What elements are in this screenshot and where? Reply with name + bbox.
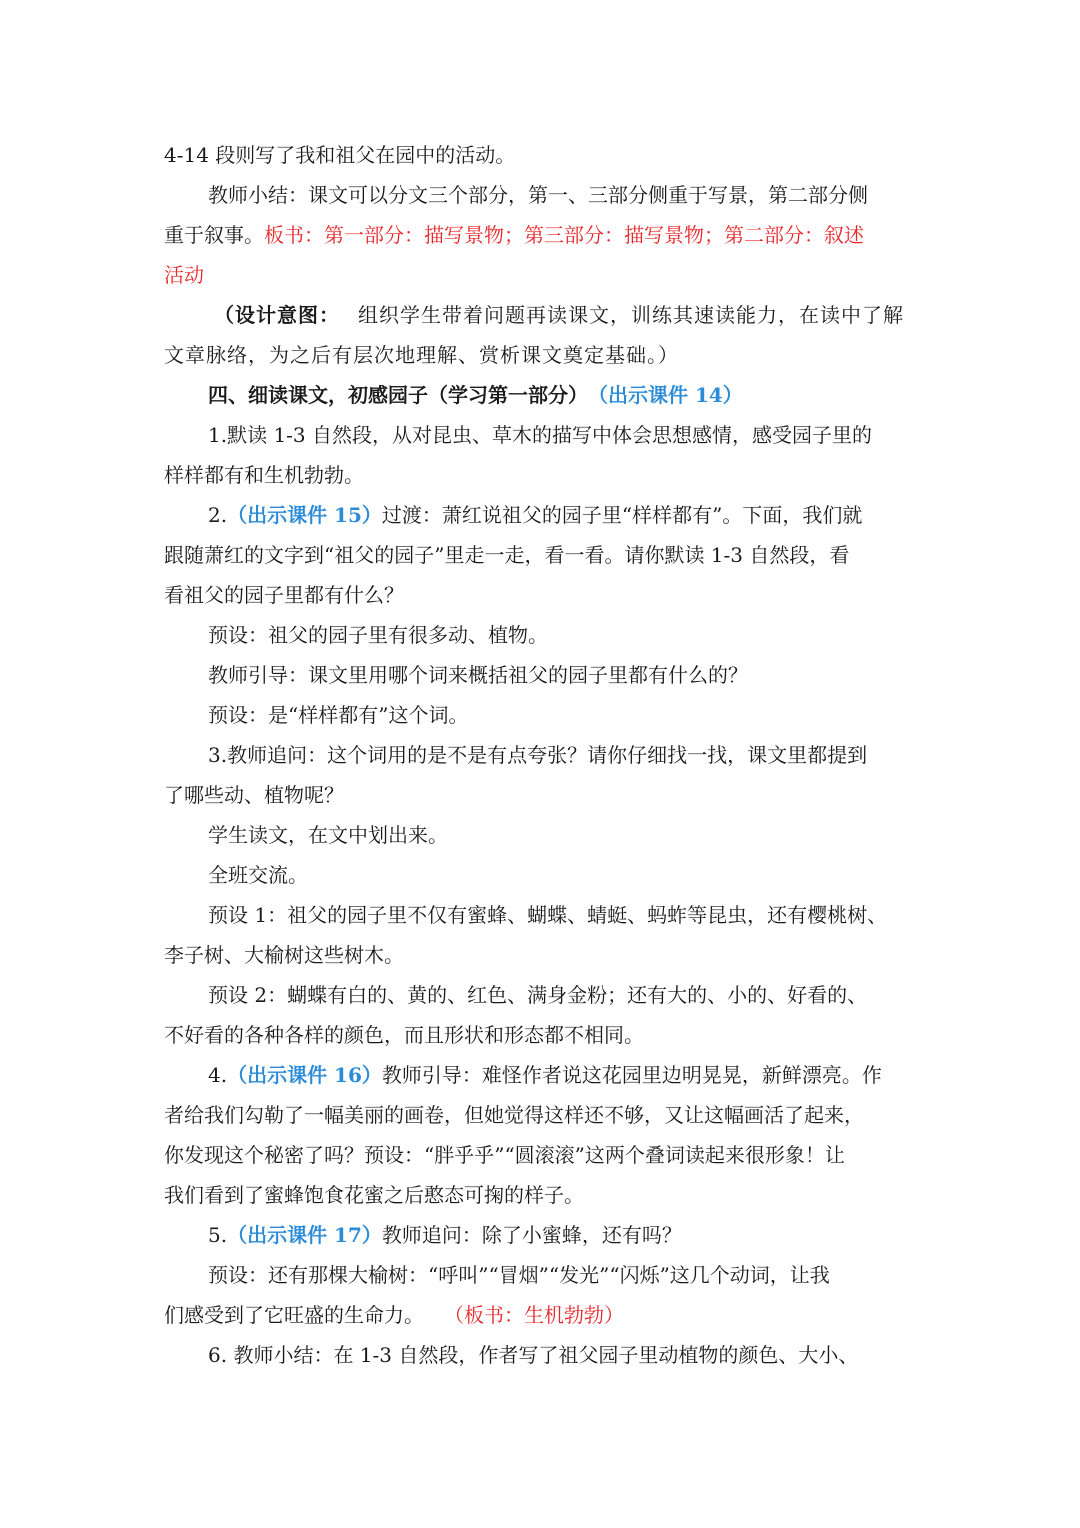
text-line [164,535,918,575]
text-line [164,655,918,695]
text-line [164,1255,918,1295]
paragraph-text: 看祖父的园子里都有什么？ [164,583,404,607]
design-intent-text: 文章脉络，为之后有层次地理解、赏析课文奠定基础。） [164,343,679,367]
slide-reference: （出示课件 16） [227,1063,382,1087]
text-line [164,255,918,295]
text-line [164,775,918,815]
item-number: 4. [208,1063,228,1087]
paragraph-text: 我们看到了蜜蜂饱食花蜜之后憨态可掬的样子。 [164,1183,584,1207]
text-line [164,935,918,975]
text-line [164,495,918,535]
paragraph-text: 不好看的各种各样的颜色，而且形状和形态都不相同。 [164,1023,644,1047]
paragraph-text: 重于叙事。 [164,223,264,247]
text-line [164,1055,918,1095]
paragraph-text: 预设 1：祖父的园子里不仅有蜜蜂、蝴蝶、蜻蜓、蚂蚱等昆虫，还有樱桃树、 [208,903,888,927]
slide-reference: （出示课件 15） [227,503,382,527]
paragraph-text: 预设：是“样样都有”这个词。 [208,703,469,727]
text-line [164,975,918,1015]
text-line [164,1295,918,1335]
paragraph-text: 1.默读 1-3 自然段，从对昆虫、草木的描写中体会思想感情，感受园子里的 [208,423,873,447]
paragraph-text: 者给我们勾勒了一幅美丽的画卷，但她觉得这样还不够，又让这幅画活了起来， [164,1103,864,1127]
text-line [164,1135,918,1175]
text-line [164,575,918,615]
paragraph-text: 预设 2：蝴蝶有白的、黄的、红色、满身金粉；还有大的、小的、好看的、 [208,983,868,1007]
text-line [164,815,918,855]
text-line [164,1215,918,1255]
paragraph-text: 预设：还有那棵大榆树：“呼叫”“冒烟”“发光”“闪烁”这几个动词，让我 [208,1263,830,1287]
paragraph-text: 教师追问：除了小蜜蜂，还有吗？ [381,1223,682,1247]
text-line [164,895,918,935]
paragraph-text: 3.教师追问：这个词用的是不是有点夸张？请你仔细找一找，课文里都提到 [208,743,868,767]
text-line [164,1095,918,1135]
paragraph-text: 4-14 段则写了我和祖父在园中的活动。 [164,143,516,167]
text-line [164,215,918,255]
paragraph-text: 们感受到了它旺盛的生命力。 [164,1303,424,1327]
text-line [164,175,918,215]
paragraph-text: 样样都有和生机勃勃。 [164,463,364,487]
blackboard-note: 活动 [164,263,204,287]
text-line [164,295,918,335]
slide-reference: （出示课件 14） [588,383,743,407]
paragraph-text: 你发现这个秘密了吗？预设：“胖乎乎”“圆滚滚”这两个叠词读起来很形象！让 [164,1143,845,1167]
paragraph-text: 跟随萧红的文字到“祖父的园子”里走一走，看一看。请你默读 1-3 自然段，看 [164,543,850,567]
blackboard-note: 板书：第一部分：描写景物；第三部分：描写景物；第二部分：叙述 [264,223,864,247]
text-line [164,415,918,455]
text-line [164,735,918,775]
text-line [164,335,918,375]
design-intent-label: （设计意图： [214,303,340,327]
section-heading: 四、细读课文，初感园子（学习第一部分） [208,383,588,407]
text-line [164,135,918,175]
paragraph-text: 李子树、大榆树这些树木。 [164,943,404,967]
text-line [164,1175,918,1215]
text-line [164,455,918,495]
paragraph-text: 预设：祖父的园子里有很多动、植物。 [208,623,548,647]
teacher-summary-text: 6. 教师小结：在 1-3 自然段，作者写了祖父园子里动植物的颜色、大小、 [208,1343,859,1367]
paragraph-text: 了哪些动、植物呢？ [164,783,344,807]
text-line [164,1335,918,1375]
text-line [164,855,918,895]
item-number: 5. [208,1223,228,1247]
text-line [164,375,918,415]
teacher-summary-text: 教师小结：课文可以分文三个部分，第一、三部分侧重于写景，第二部分侧 [208,183,868,207]
paragraph-text: 全班交流。 [208,863,308,887]
item-number: 2. [208,503,228,527]
blackboard-note: （板书：生机勃勃） [444,1303,624,1327]
paragraph-text: 教师引导：难怪作者说这花园里边明晃晃，新鲜漂亮。作 [381,1063,882,1087]
text-line [164,1015,918,1055]
paragraph-text: 教师引导：课文里用哪个词来概括祖父的园子里都有什么的？ [208,663,748,687]
text-line [164,695,918,735]
paragraph-text: 学生读文，在文中划出来。 [208,823,448,847]
design-intent-text: 组织学生带着问题再读课文，训练其速读能力，在读中了解 [358,303,904,327]
lesson-plan-page [164,135,918,1375]
slide-reference: （出示课件 17） [227,1223,382,1247]
text-line [164,615,918,655]
paragraph-text: 过渡：萧红说祖父的园子里“样样都有”。下面，我们就 [381,503,863,527]
